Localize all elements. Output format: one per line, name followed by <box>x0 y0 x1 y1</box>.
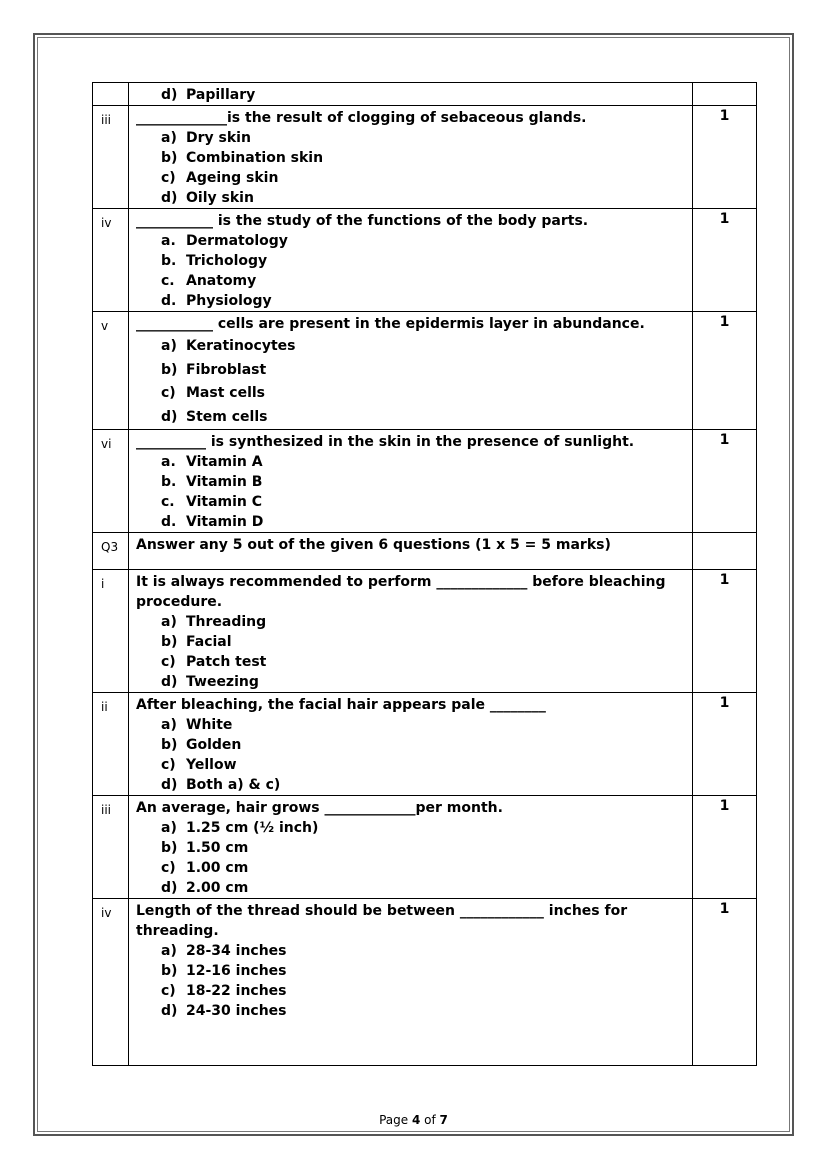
option-text: Vitamin A <box>186 454 263 470</box>
marks-cell <box>693 533 757 570</box>
footer-total-pages: 7 <box>439 1113 448 1127</box>
question-cell <box>129 209 693 312</box>
answer-option <box>161 382 692 406</box>
answer-option <box>161 941 692 961</box>
answer-option <box>161 231 692 251</box>
question-row <box>93 430 757 533</box>
question-row <box>93 899 757 1066</box>
question-text: It is always recommended to perform _____________ before bleaching procedure. <box>136 574 666 610</box>
option-text: Vitamin C <box>186 494 263 510</box>
answer-options <box>136 128 692 208</box>
question-cell <box>129 693 693 796</box>
question-number: i <box>93 570 129 693</box>
option-letter: b) <box>161 361 178 378</box>
option-letter: c) <box>161 170 176 186</box>
question-row <box>93 312 757 430</box>
question-cell <box>129 83 693 106</box>
option-letter: d) <box>161 777 178 793</box>
answer-option <box>161 148 692 168</box>
marks-cell <box>693 83 757 106</box>
option-text: Mast cells <box>186 385 266 401</box>
answer-option <box>161 251 692 271</box>
question-cell <box>129 533 693 570</box>
question-number: Q3 <box>93 533 129 570</box>
option-letter: d) <box>161 674 178 690</box>
answer-option <box>161 512 692 532</box>
answer-option <box>161 452 692 472</box>
option-text: Papillary <box>186 87 256 103</box>
answer-option <box>161 291 692 311</box>
question-text: ___________ cells are present in the epidermis layer in abundance. <box>136 316 645 332</box>
option-letter: b. <box>161 474 177 490</box>
option-text: Dermatology <box>186 233 288 249</box>
question-row <box>93 796 757 899</box>
option-letter: b) <box>161 840 178 856</box>
answer-option <box>161 775 692 795</box>
marks-cell: 1 <box>693 106 757 209</box>
question-row <box>93 533 757 570</box>
question-text: ___________ is the study of the functions of the body parts. <box>136 213 589 229</box>
question-number <box>93 83 129 106</box>
question-number: ii <box>93 693 129 796</box>
option-letter: a) <box>161 130 177 146</box>
option-text: 2.00 cm <box>186 880 249 896</box>
question-number: iii <box>93 106 129 209</box>
option-letter: c) <box>161 654 176 670</box>
answer-options <box>136 231 692 311</box>
option-letter: a) <box>161 338 177 354</box>
question-cell <box>129 312 693 430</box>
answer-option <box>161 406 692 430</box>
answer-option <box>161 168 692 188</box>
marks-cell: 1 <box>693 899 757 1066</box>
question-cell <box>129 796 693 899</box>
answer-option <box>161 652 692 672</box>
answer-option <box>161 838 692 858</box>
footer-current-page: 4 <box>411 1113 421 1127</box>
answer-option <box>161 818 692 838</box>
question-text: An average, hair grows _____________per month. <box>136 800 503 816</box>
option-letter: c) <box>161 860 176 876</box>
answer-option <box>161 271 692 291</box>
option-letter: d. <box>161 514 177 530</box>
answer-option <box>161 878 692 898</box>
option-text: Anatomy <box>186 273 257 289</box>
question-text: _____________is the result of clogging of sebaceous glands. <box>136 110 587 126</box>
answer-option <box>161 359 692 383</box>
question-number: v <box>93 312 129 430</box>
question-text: Length of the thread should be between ____________ inches for threading. <box>136 903 628 939</box>
option-letter: a) <box>161 943 177 959</box>
marks-cell: 1 <box>693 430 757 533</box>
option-letter: c. <box>161 273 175 289</box>
marks-cell: 1 <box>693 796 757 899</box>
answer-options <box>136 85 692 105</box>
question-text: After bleaching, the facial hair appears pale ________ <box>136 697 546 713</box>
option-text: Keratinocytes <box>186 338 296 354</box>
marks-cell: 1 <box>693 209 757 312</box>
option-text: 1.50 cm <box>186 840 249 856</box>
option-letter: b) <box>161 737 178 753</box>
answer-option <box>161 672 692 692</box>
option-text: Golden <box>186 737 242 753</box>
answer-option <box>161 858 692 878</box>
option-text: 24-30 inches <box>186 1003 287 1019</box>
option-letter: d) <box>161 880 178 896</box>
footer-prefix: Page <box>379 1113 412 1127</box>
answer-options <box>136 818 692 898</box>
option-text: Combination skin <box>186 150 324 166</box>
answer-option <box>161 612 692 632</box>
option-text: 18-22 inches <box>186 983 287 999</box>
question-number: vi <box>93 430 129 533</box>
answer-option <box>161 755 692 775</box>
answer-option <box>161 85 692 105</box>
answer-options <box>136 335 692 429</box>
option-text: Tweezing <box>186 674 259 690</box>
answer-option <box>161 472 692 492</box>
question-row <box>93 693 757 796</box>
option-text: Trichology <box>186 253 268 269</box>
option-text: Both a) & c) <box>186 777 281 793</box>
answer-option <box>161 492 692 512</box>
option-letter: b) <box>161 150 178 166</box>
marks-cell: 1 <box>693 312 757 430</box>
option-text: Dry skin <box>186 130 251 146</box>
option-text: Yellow <box>186 757 237 773</box>
answer-option <box>161 715 692 735</box>
question-row <box>93 570 757 693</box>
option-text: 1.00 cm <box>186 860 249 876</box>
option-letter: a) <box>161 717 177 733</box>
question-text: __________ is synthesized in the skin in the presence of sunlight. <box>136 434 635 450</box>
question-row <box>93 83 757 106</box>
answer-option <box>161 961 692 981</box>
option-letter: d) <box>161 190 178 206</box>
answer-option <box>161 981 692 1001</box>
option-text: Threading <box>186 614 267 630</box>
option-text: 1.25 cm (½ inch) <box>186 820 319 836</box>
question-number: iv <box>93 899 129 1066</box>
question-row <box>93 106 757 209</box>
answer-option <box>161 128 692 148</box>
option-text: 28-34 inches <box>186 943 287 959</box>
question-cell <box>129 430 693 533</box>
option-letter: a) <box>161 820 177 836</box>
marks-cell: 1 <box>693 570 757 693</box>
option-letter: b) <box>161 634 178 650</box>
option-text: 12-16 inches <box>186 963 287 979</box>
option-text: Ageing skin <box>186 170 279 186</box>
question-cell <box>129 106 693 209</box>
question-cell <box>129 899 693 1066</box>
question-table <box>92 82 757 1066</box>
option-letter: c) <box>161 757 176 773</box>
answer-option <box>161 188 692 208</box>
option-text: Vitamin B <box>186 474 263 490</box>
answer-options <box>136 715 692 795</box>
marks-cell: 1 <box>693 693 757 796</box>
question-number: iii <box>93 796 129 899</box>
question-number: iv <box>93 209 129 312</box>
answer-option <box>161 735 692 755</box>
page-footer <box>0 1113 827 1127</box>
answer-option <box>161 1001 692 1021</box>
option-text: Stem cells <box>186 408 268 425</box>
option-text: White <box>186 717 233 733</box>
answer-option <box>161 335 692 359</box>
option-text: Patch test <box>186 654 267 670</box>
option-text: Fibroblast <box>186 361 267 378</box>
option-letter: c) <box>161 385 176 401</box>
answer-option <box>161 632 692 652</box>
option-letter: c) <box>161 983 176 999</box>
option-letter: a. <box>161 233 176 249</box>
answer-options <box>136 452 692 532</box>
question-text: Answer any 5 out of the given 6 questions (1 x 5 = 5 marks) <box>136 537 611 553</box>
option-text: Facial <box>186 634 232 650</box>
answer-options <box>136 612 692 692</box>
option-text: Physiology <box>186 293 272 309</box>
option-letter: a) <box>161 614 177 630</box>
option-text: Vitamin D <box>186 514 264 530</box>
option-letter: d) <box>161 408 178 425</box>
option-letter: d) <box>161 87 178 103</box>
option-text: Oily skin <box>186 190 254 206</box>
option-letter: d. <box>161 293 177 309</box>
footer-mid: of <box>420 1113 440 1127</box>
option-letter: d) <box>161 1003 178 1019</box>
option-letter: a. <box>161 454 176 470</box>
question-cell <box>129 570 693 693</box>
question-row <box>93 209 757 312</box>
option-letter: b. <box>161 253 177 269</box>
option-letter: c. <box>161 494 175 510</box>
answer-options <box>136 941 692 1021</box>
option-letter: b) <box>161 963 178 979</box>
